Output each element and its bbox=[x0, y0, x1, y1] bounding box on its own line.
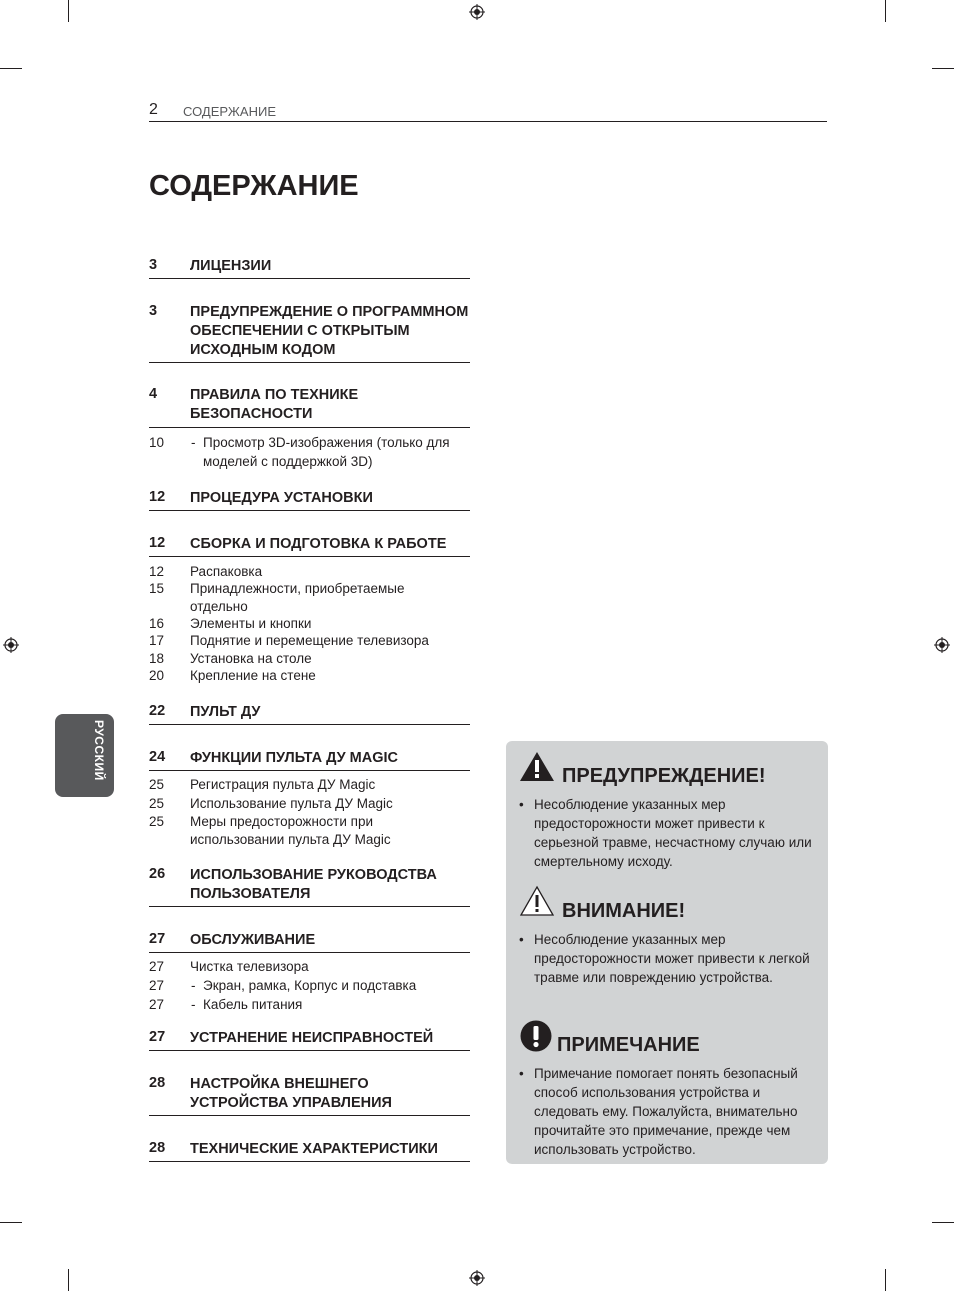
language-tab bbox=[55, 714, 114, 797]
toc-page: 3 bbox=[149, 257, 158, 273]
toc-page: 22 bbox=[149, 703, 166, 719]
toc-subitem-title: Меры предосторожности при использовании пульта ДУ Magic bbox=[190, 814, 391, 847]
page-number: 2 bbox=[149, 101, 158, 118]
toc-title: СБОРКА И ПОДГОТОВКА К РАБОТЕ bbox=[190, 536, 447, 552]
caution-triangle-icon bbox=[519, 885, 555, 917]
toc-title: ПРЕДУПРЕЖДЕНИЕ О ПРОГРАММНОМ ОБЕСПЕЧЕНИИ С ОТКРЫТЫМ ИСХОДНЫМ КОДОМ bbox=[190, 304, 469, 358]
toc-page: 3 bbox=[149, 303, 158, 319]
toc-divider bbox=[149, 1161, 470, 1162]
safety-notes-box bbox=[506, 741, 828, 1164]
toc-subitem-page: 10 bbox=[149, 435, 165, 450]
toc-subitem-title: Принадлежности, приобретаемые отдельно bbox=[190, 581, 405, 614]
crop-mark bbox=[68, 0, 69, 22]
toc-title: ПРОЦЕДУРА УСТАНОВКИ bbox=[190, 490, 373, 506]
toc-title: ИСПОЛЬЗОВАНИЕ РУКОВОДСТВА ПОЛЬЗОВАТЕЛЯ bbox=[190, 867, 437, 902]
toc-page: 12 bbox=[149, 535, 166, 551]
bullet: • bbox=[519, 797, 524, 812]
caution-text: Несоблюдение указанных мер предосторожности может привести к легкой травме или повреждению устройства. bbox=[534, 932, 810, 985]
toc-subitem-page: 12 bbox=[149, 564, 165, 579]
registration-mark-icon bbox=[469, 1270, 485, 1286]
toc-page: 27 bbox=[149, 931, 166, 947]
toc-title: ТЕХНИЧЕСКИЕ ХАРАКТЕРИСТИКИ bbox=[190, 1141, 438, 1157]
toc-page: 28 bbox=[149, 1075, 166, 1091]
toc-subitem-page: 25 bbox=[149, 796, 165, 811]
crop-mark bbox=[932, 1222, 954, 1223]
toc-subitem-page: 27 bbox=[149, 959, 165, 974]
warning-text: Несоблюдение указанных мер предосторожности может привести к серьезной травме, несчастному случаю или смертельному исходу. bbox=[534, 797, 812, 869]
toc-divider bbox=[149, 556, 470, 557]
crop-mark bbox=[932, 68, 954, 69]
note-text: Примечание помогает понять безопасный способ использования устройства и следовать ему. Пожалуйста, внимательно прочитайте это примечание, прежде чем использовать устройство. bbox=[534, 1066, 798, 1157]
toc-divider bbox=[149, 1050, 470, 1051]
toc-divider bbox=[149, 362, 470, 363]
bullet: • bbox=[519, 1066, 524, 1081]
toc-divider bbox=[149, 278, 470, 279]
toc-divider bbox=[149, 1115, 470, 1116]
toc-title: ПРАВИЛА ПО ТЕХНИКЕ БЕЗОПАСНОСТИ bbox=[190, 387, 359, 422]
crop-mark bbox=[68, 1269, 69, 1291]
page-title: СОДЕРЖАНИЕ bbox=[149, 170, 359, 202]
toc-divider bbox=[149, 906, 470, 907]
toc-subitem-title: Использование пульта ДУ Magic bbox=[190, 796, 393, 811]
toc-subitem-page: 25 bbox=[149, 777, 165, 792]
registration-mark-icon bbox=[3, 637, 19, 653]
toc-subitem-title: Кабель питания bbox=[203, 997, 303, 1012]
toc-subitem-dash: - bbox=[191, 978, 196, 993]
registration-mark-icon bbox=[469, 4, 485, 20]
toc-subitem-page: 15 bbox=[149, 581, 165, 596]
toc-subitem-title: Поднятие и перемещение телевизора bbox=[190, 633, 429, 648]
toc-subitem-page: 18 bbox=[149, 651, 165, 666]
toc-title: ПУЛЬТ ДУ bbox=[190, 704, 261, 720]
toc-subitem-page: 20 bbox=[149, 668, 165, 683]
toc-title: ФУНКЦИИ ПУЛЬТА ДУ MAGIC bbox=[190, 750, 398, 766]
toc-title: НАСТРОЙКА ВНЕШНЕГО УСТРОЙСТВА УПРАВЛЕНИЯ bbox=[190, 1076, 392, 1111]
toc-subitem-title: Регистрация пульта ДУ Magic bbox=[190, 777, 376, 792]
toc-page: 26 bbox=[149, 866, 166, 882]
toc-divider bbox=[149, 770, 470, 771]
toc-subitem-page: 27 bbox=[149, 978, 165, 993]
toc-subitem-title: Экран, рамка, Корпус и подставка bbox=[203, 978, 417, 993]
running-header: СОДЕРЖАНИЕ bbox=[183, 104, 277, 119]
toc-subitem-page: 27 bbox=[149, 997, 165, 1012]
bullet: • bbox=[519, 932, 524, 947]
warning-triangle-icon bbox=[519, 751, 555, 782]
crop-mark bbox=[885, 0, 886, 22]
caution-heading: ВНИМАНИЕ! bbox=[562, 900, 686, 922]
toc-subitem-page: 25 bbox=[149, 814, 165, 829]
toc-subitem-dash: - bbox=[191, 997, 196, 1012]
toc-subitem-page: 16 bbox=[149, 616, 165, 631]
toc-title: УСТРАНЕНИЕ НЕИСПРАВНОСТЕЙ bbox=[190, 1030, 434, 1046]
toc-subitem-title: Просмотр 3D-изображения (только для моделей с поддержкой 3D) bbox=[203, 435, 450, 469]
toc-title: ЛИЦЕНЗИИ bbox=[190, 258, 272, 274]
toc-divider bbox=[149, 724, 470, 725]
crop-mark bbox=[0, 68, 22, 69]
language-tab-label: РУССКИЙ bbox=[92, 720, 106, 781]
toc-divider bbox=[149, 510, 470, 511]
registration-mark-icon bbox=[934, 637, 950, 653]
exclamation-circle-icon bbox=[520, 1020, 552, 1052]
toc-page: 27 bbox=[149, 1029, 166, 1045]
toc-subitem-title: Установка на столе bbox=[190, 651, 312, 666]
toc-subitem-page: 17 bbox=[149, 633, 165, 648]
toc-subitem-title: Крепление на стене bbox=[190, 668, 316, 683]
toc-subitem-title: Распаковка bbox=[190, 564, 263, 579]
crop-mark bbox=[885, 1269, 886, 1291]
toc-divider bbox=[149, 427, 470, 428]
note-heading: ПРИМЕЧАНИЕ bbox=[557, 1034, 700, 1056]
warning-heading: ПРЕДУПРЕЖДЕНИЕ! bbox=[562, 765, 766, 787]
toc-divider bbox=[149, 952, 470, 953]
toc-page: 28 bbox=[149, 1140, 166, 1156]
toc-page: 12 bbox=[149, 489, 166, 505]
toc-subitem-dash: - bbox=[191, 435, 196, 450]
header-divider bbox=[149, 121, 827, 122]
toc-page: 4 bbox=[149, 386, 158, 402]
toc-subitem-title: Элементы и кнопки bbox=[190, 616, 312, 631]
toc-subitem-title: Чистка телевизора bbox=[190, 959, 309, 974]
crop-mark bbox=[0, 1222, 22, 1223]
toc-page: 24 bbox=[149, 749, 166, 765]
toc-title: ОБСЛУЖИВАНИЕ bbox=[190, 932, 316, 948]
